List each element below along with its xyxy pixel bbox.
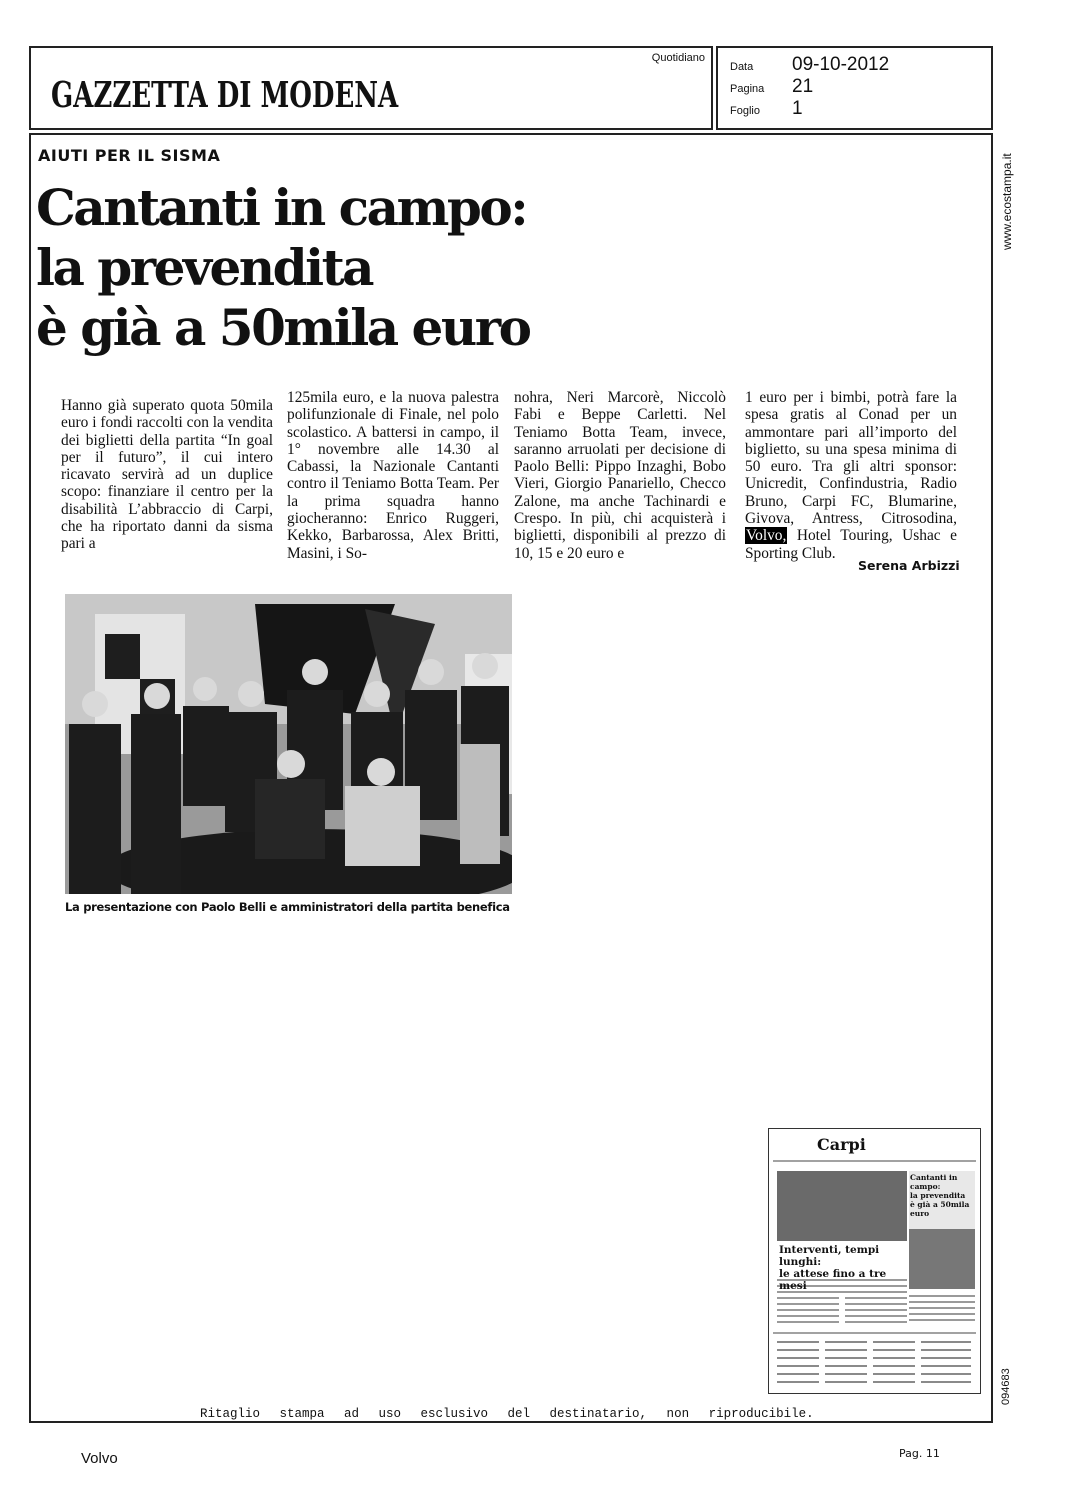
page-number: Pag. 11 bbox=[899, 1447, 940, 1460]
column-text: 1 euro per i bimbi, potrà fare la spesa gratis al Conad per un ammontare pari all’importo del biglietto, su una spesa minima di 50 euro. Tra gli altri sponsor: Unicredit, Confindustria, Radio Bruno, Carpi FC, Blumarine, Givova, Antress, Citrosodina, bbox=[745, 389, 957, 528]
article-kicker: AIUTI PER IL SISMA bbox=[38, 146, 221, 165]
article-column-3: nohra, Neri Marcorè, Niccolò Fabi e Beppe Carletti. Nel Teniamo Botta Team, invece, saranno arruolati per decisione di Paolo Belli: Pippo Inzaghi, Bobo Vieri, Giorgio Panariello, Checco Zalone, ma anche Tachinardi e Crespo. In più, chi acquisterà i biglietti, disponibili al prezzo di 10, 15 e 20 euro e bbox=[514, 389, 726, 562]
meta-value: 21 bbox=[792, 76, 814, 97]
meta-label: Data bbox=[730, 61, 754, 73]
thumbnail-headline-line: Interventi, tempi lunghi: bbox=[779, 1244, 880, 1268]
headline-line: Cantanti in campo: bbox=[36, 178, 527, 237]
article-headline bbox=[36, 178, 596, 358]
page-thumbnail bbox=[768, 1128, 981, 1394]
headline-line: è già a 50mila euro bbox=[36, 298, 530, 357]
clipping-disclaimer: Ritaglio stampa ad uso esclusivo del destinatario, non riproducibile. bbox=[200, 1407, 814, 1421]
thumbnail-main-headline bbox=[779, 1244, 909, 1292]
group-photo-illustration bbox=[65, 594, 512, 894]
meta-row-data bbox=[730, 54, 889, 76]
publication-type: Quotidiano bbox=[651, 52, 705, 64]
thumbnail-box-headline bbox=[910, 1173, 976, 1218]
thumbnail-section: Carpi bbox=[817, 1135, 866, 1154]
side-clipping-code: 094683 bbox=[1000, 1368, 1012, 1405]
highlighted-keyword: Volvo, bbox=[746, 527, 787, 545]
column-text: Hotel Touring, Ushac e Sporting Club. bbox=[745, 527, 957, 562]
meta-label: Pagina bbox=[730, 83, 765, 95]
meta-value: 1 bbox=[792, 98, 803, 119]
thumbnail-headline-line: le attese fino a tre mesi bbox=[779, 1268, 887, 1292]
article-column-1: Hanno già superato quota 50mila euro i fondi raccolti con la vendita dei biglietti della partita “In goal per il futuro”, il cui intero ricavato servirà ad un duplice scopo: finanziare il centro per la disabilità L’abbraccio di Carpi, che ha riportato danni da sisma pari a bbox=[61, 397, 273, 553]
thumbnail-headline-line: è già a 50mila euro bbox=[910, 1200, 970, 1218]
masthead-box bbox=[29, 46, 713, 130]
meta-label: Foglio bbox=[730, 105, 760, 117]
meta-value: 09-10-2012 bbox=[792, 54, 890, 75]
client-name: Volvo bbox=[81, 1450, 118, 1467]
meta-row-foglio bbox=[730, 98, 803, 120]
headline-line: la prevendita bbox=[36, 238, 373, 297]
newspaper-masthead: GAZZETTA DI MODENA bbox=[51, 76, 399, 117]
article-column-4 bbox=[745, 389, 957, 562]
side-website: www.ecostampa.it bbox=[1000, 153, 1014, 250]
thumbnail-headline-line: la prevendita bbox=[910, 1191, 966, 1200]
article-column-2: 125mila euro, e la nuova palestra polifunzionale di Finale, nel polo scolastico. A battersi in campo, il 1° novembre alle 14.30 al Cabassi, la Nazionale Cantanti contro il Teniamo Botta Team. Per la prima squadra hanno giocheranno: Enrico Ruggeri, Kekko, Barbarossa, Alex Britti, Masini, i So- bbox=[287, 389, 499, 562]
photo-caption: La presentazione con Paolo Belli e amministratori della partita benefica bbox=[65, 900, 510, 914]
metadata-box bbox=[716, 46, 993, 130]
article-photo bbox=[65, 594, 512, 894]
article-byline: Serena Arbizzi bbox=[858, 558, 960, 573]
meta-row-pagina bbox=[730, 76, 813, 98]
thumbnail-headline-line: Cantanti in campo: bbox=[910, 1173, 958, 1191]
